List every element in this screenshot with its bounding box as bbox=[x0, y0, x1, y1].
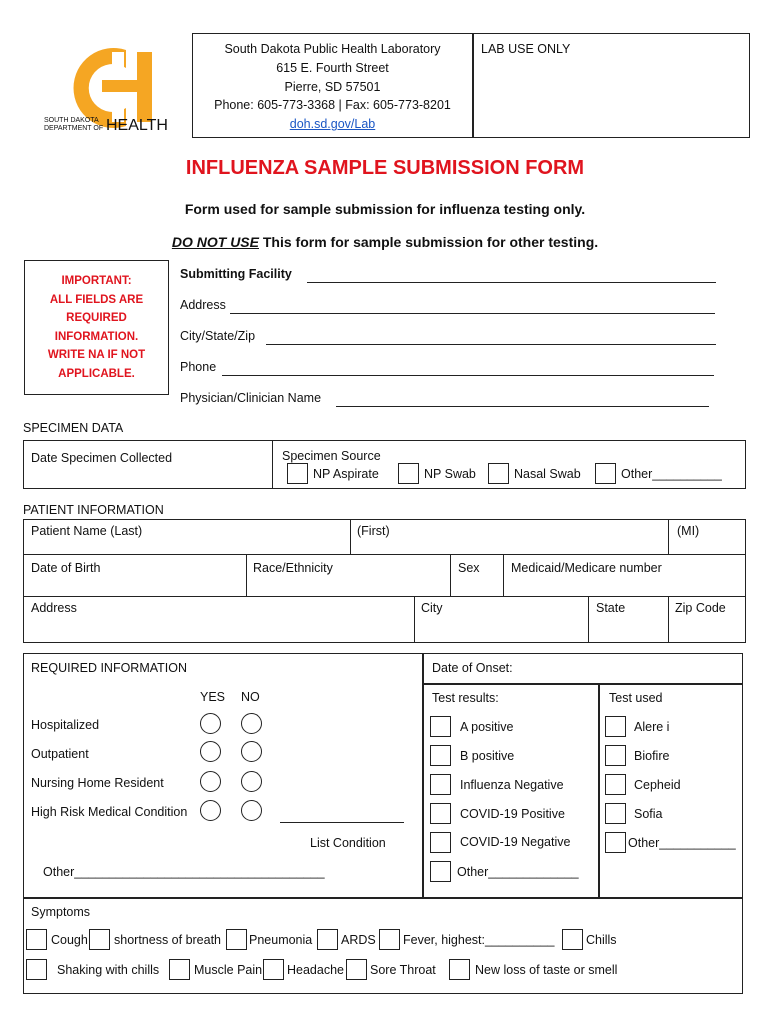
sob-checkbox[interactable] bbox=[89, 929, 110, 950]
sore-throat-checkbox[interactable] bbox=[346, 959, 367, 980]
onset-label: Date of Onset: bbox=[432, 661, 513, 675]
patient-col-divider bbox=[668, 596, 669, 643]
test-other-checkbox[interactable] bbox=[605, 832, 626, 853]
lab-street: 615 E. Fourth Street bbox=[276, 61, 389, 75]
cough-label: Cough bbox=[51, 933, 88, 947]
sore-throat-label: Sore Throat bbox=[370, 963, 436, 977]
chills-label: Chills bbox=[586, 933, 617, 947]
result-label: A positive bbox=[460, 720, 514, 734]
test-label: Biofire bbox=[634, 749, 670, 763]
patient-city-field[interactable]: City bbox=[421, 601, 443, 615]
facility-city-field[interactable] bbox=[266, 344, 716, 345]
shaking-label: Shaking with chills bbox=[57, 963, 160, 977]
patient-heading: PATIENT INFORMATION bbox=[23, 503, 164, 517]
biofire-checkbox[interactable] bbox=[605, 745, 626, 766]
important-line: APPLICABLE. bbox=[58, 367, 135, 380]
patient-col-divider bbox=[450, 554, 451, 596]
patient-last-name-field[interactable]: Patient Name (Last) bbox=[31, 524, 143, 538]
outpatient-no-radio[interactable] bbox=[241, 741, 262, 762]
patient-col-divider bbox=[350, 519, 351, 554]
flu-negative-checkbox[interactable] bbox=[430, 774, 451, 795]
important-note bbox=[24, 272, 169, 383]
page-title: INFLUENZA SAMPLE SUBMISSION FORM bbox=[185, 157, 585, 179]
nasal-swab-label: Nasal Swab bbox=[514, 467, 581, 481]
patient-col-divider bbox=[246, 554, 247, 596]
other-source-checkbox[interactable] bbox=[595, 463, 616, 484]
headache-label: Headache bbox=[287, 963, 344, 977]
submitting-facility-field[interactable] bbox=[307, 282, 716, 283]
sob-label: shortness of breath bbox=[114, 933, 222, 947]
nursing-home-yes-radio[interactable] bbox=[200, 771, 221, 792]
headache-checkbox[interactable] bbox=[263, 959, 284, 980]
fever-checkbox[interactable] bbox=[379, 929, 400, 950]
patient-row-divider bbox=[23, 554, 746, 555]
patient-col-divider bbox=[668, 519, 669, 554]
np-swab-checkbox[interactable] bbox=[398, 463, 419, 484]
facility-city-label: City/State/Zip bbox=[180, 329, 256, 343]
facility-phone-field[interactable] bbox=[222, 375, 714, 376]
race-field[interactable]: Race/Ethnicity bbox=[253, 561, 333, 575]
cough-checkbox[interactable] bbox=[26, 929, 47, 950]
required-other-field[interactable]: Other____________________________________ bbox=[43, 865, 325, 879]
test-label: Cepheid bbox=[634, 778, 681, 792]
patient-mi-field[interactable]: (MI) bbox=[677, 524, 700, 538]
patient-col-divider bbox=[588, 596, 589, 643]
symptoms-heading: Symptoms bbox=[31, 905, 91, 919]
specimen-source-label: Specimen Source bbox=[282, 449, 381, 463]
outpatient-label: Outpatient bbox=[31, 747, 89, 761]
ards-checkbox[interactable] bbox=[317, 929, 338, 950]
muscle-pain-checkbox[interactable] bbox=[169, 959, 190, 980]
result-other-label: Other_____________ bbox=[457, 865, 579, 879]
other-source-label: Other__________ bbox=[621, 467, 722, 481]
b-positive-checkbox[interactable] bbox=[430, 745, 451, 766]
required-heading: REQUIRED INFORMATION bbox=[31, 661, 188, 675]
condition-field[interactable] bbox=[280, 822, 404, 823]
nursing-home-label: Nursing Home Resident bbox=[31, 776, 164, 790]
important-line: IMPORTANT: bbox=[61, 275, 132, 287]
patient-col-divider bbox=[503, 554, 504, 596]
specimen-divider bbox=[272, 440, 273, 489]
patient-state-field[interactable]: State bbox=[596, 601, 626, 615]
high-risk-no-radio[interactable] bbox=[241, 800, 262, 821]
covid-negative-checkbox[interactable] bbox=[430, 832, 451, 853]
covid-positive-checkbox[interactable] bbox=[430, 803, 451, 824]
lab-name: South Dakota Public Health Laboratory bbox=[224, 42, 441, 56]
important-line: ALL FIELDS ARE bbox=[49, 293, 144, 306]
pneumonia-checkbox[interactable] bbox=[226, 929, 247, 950]
outpatient-yes-radio[interactable] bbox=[200, 741, 221, 762]
patient-first-name-field[interactable]: (First) bbox=[357, 524, 390, 538]
hospitalized-label: Hospitalized bbox=[31, 718, 100, 732]
high-risk-label: High Risk Medical Condition bbox=[31, 805, 188, 819]
medicaid-field[interactable]: Medicaid/Medicare number bbox=[511, 561, 662, 575]
nursing-home-no-radio[interactable] bbox=[241, 771, 262, 792]
subtitle: Form used for sample submission for influenza testing only. bbox=[184, 201, 586, 217]
dob-field[interactable]: Date of Birth bbox=[31, 561, 101, 575]
important-line: INFORMATION. bbox=[54, 330, 139, 343]
test-label: Sofia bbox=[634, 807, 663, 821]
ards-label: ARDS bbox=[341, 933, 376, 947]
warning bbox=[0, 234, 770, 250]
facility-address-label: Address bbox=[180, 298, 226, 312]
physician-field[interactable] bbox=[336, 406, 709, 407]
patient-row-divider bbox=[23, 596, 746, 597]
logo-state-text: SOUTH DAKOTA bbox=[44, 117, 99, 124]
facility-phone-label: Phone bbox=[180, 360, 217, 374]
lab-city: Pierre, SD 57501 bbox=[284, 80, 381, 94]
list-condition-label: List Condition bbox=[310, 836, 386, 850]
result-label: COVID-19 Positive bbox=[460, 807, 565, 821]
result-label: B positive bbox=[460, 749, 515, 763]
patient-address-field[interactable]: Address bbox=[31, 601, 77, 615]
chills-checkbox[interactable] bbox=[562, 929, 583, 950]
high-risk-yes-radio[interactable] bbox=[200, 800, 221, 821]
test-other-label: Other___________ bbox=[628, 836, 736, 850]
a-positive-checkbox[interactable] bbox=[430, 716, 451, 737]
np-swab-label: NP Swab bbox=[424, 467, 476, 481]
nasal-swab-checkbox[interactable] bbox=[488, 463, 509, 484]
cepheid-checkbox[interactable] bbox=[605, 774, 626, 795]
logo-dept-text: DEPARTMENT OF bbox=[44, 125, 104, 132]
specimen-heading: SPECIMEN DATA bbox=[23, 421, 124, 435]
important-line: REQUIRED bbox=[66, 312, 127, 324]
patient-col-divider bbox=[414, 596, 415, 643]
np-aspirate-label: NP Aspirate bbox=[313, 467, 379, 481]
shaking-checkbox[interactable] bbox=[26, 959, 47, 980]
sex-field[interactable]: Sex bbox=[458, 561, 480, 575]
warning-text: This form for sample submission for other testing. bbox=[258, 234, 599, 250]
test-label: Alere i bbox=[634, 720, 670, 734]
facility-address-field[interactable] bbox=[230, 313, 715, 314]
important-line: WRITE NA IF NOT bbox=[47, 349, 146, 361]
pneumonia-label: Pneumonia bbox=[249, 933, 313, 947]
logo-health-text: HEALTH bbox=[106, 117, 168, 134]
submitting-facility-label: Submitting Facility bbox=[180, 267, 292, 281]
sofia-checkbox[interactable] bbox=[605, 803, 626, 824]
no-header: NO bbox=[241, 690, 260, 704]
taste-loss-label: New loss of taste or smell bbox=[475, 963, 618, 977]
np-aspirate-checkbox[interactable] bbox=[287, 463, 308, 484]
warning-emphasis: DO NOT USE bbox=[171, 234, 259, 250]
test-used-label: Test used bbox=[609, 691, 663, 705]
physician-label: Physician/Clinician Name bbox=[180, 391, 322, 405]
date-collected-label: Date Specimen Collected bbox=[31, 451, 173, 465]
lab-phone-fax: Phone: 605-773-3368 | Fax: 605-773-8201 bbox=[214, 98, 451, 112]
fever-label: Fever, highest:__________ bbox=[403, 933, 555, 947]
lab-website-link[interactable]: doh.sd.gov/Lab bbox=[289, 117, 376, 131]
patient-zip-field[interactable]: Zip Code bbox=[675, 601, 726, 615]
result-label: Influenza Negative bbox=[460, 778, 564, 792]
yes-header: YES bbox=[200, 690, 226, 704]
taste-loss-checkbox[interactable] bbox=[449, 959, 470, 980]
hospitalized-yes-radio[interactable] bbox=[200, 713, 221, 734]
hospitalized-no-radio[interactable] bbox=[241, 713, 262, 734]
result-other-checkbox[interactable] bbox=[430, 861, 451, 882]
test-results-label: Test results: bbox=[432, 691, 499, 705]
lab-use-label: LAB USE ONLY bbox=[481, 42, 571, 56]
alere-checkbox[interactable] bbox=[605, 716, 626, 737]
result-label: COVID-19 Negative bbox=[460, 835, 571, 849]
muscle-pain-label: Muscle Pain bbox=[194, 963, 263, 977]
